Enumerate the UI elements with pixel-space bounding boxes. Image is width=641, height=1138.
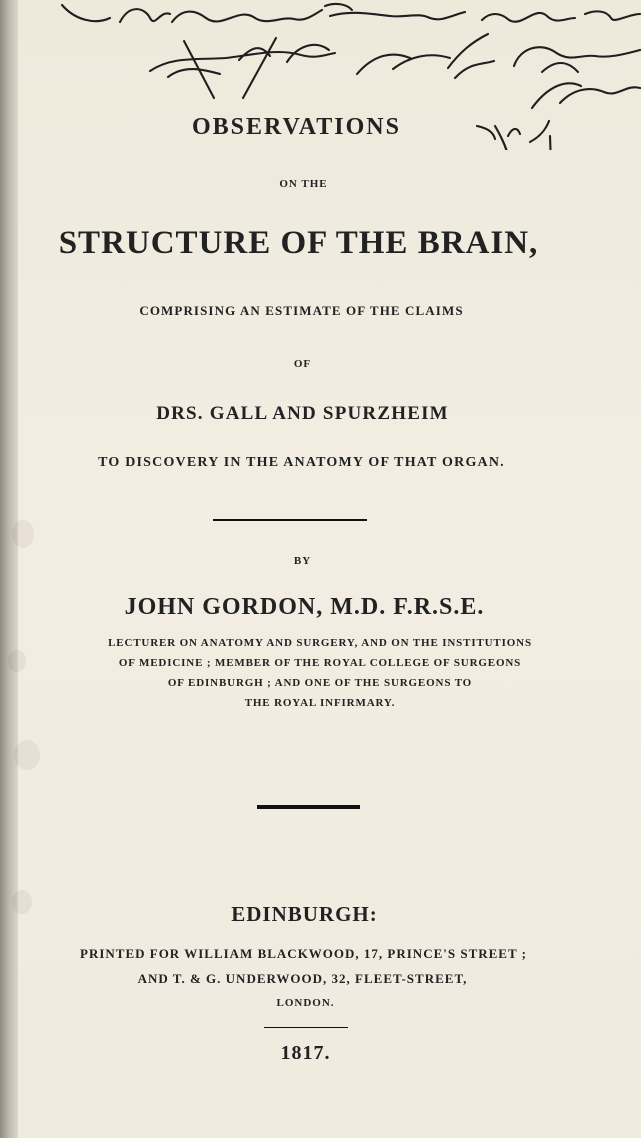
publication-year: 1817. <box>280 1042 331 1064</box>
paper-stain <box>14 740 40 770</box>
thin-rule <box>264 1027 348 1028</box>
title-observations: OBSERVATIONS <box>191 114 401 140</box>
credentials-line: LECTURER ON ANATOMY AND SURGERY, AND ON THE INSTITUTIONS <box>108 637 532 649</box>
subtitle-comprising-line: COMPRISING AN ESTIMATE OF THE CLAIMS <box>139 303 464 318</box>
author-credentials <box>40 633 600 713</box>
paper-stain <box>12 520 34 548</box>
paper-stain <box>8 650 26 672</box>
imprint-printer-line: AND T. & G. UNDERWOOD, 32, FLEET-STREET, <box>137 971 468 986</box>
subtitle-gall-and-spurzheim: DRS. GALL AND SPURZHEIM <box>156 403 449 424</box>
credentials-line: OF EDINBURGH ; AND ONE OF THE SURGEONS TO <box>167 677 473 690</box>
imprint-printer-line: PRINTED FOR WILLIAM BLACKWOOD, 17, PRINCE'S STREET ; <box>80 946 527 961</box>
author-name: JOHN GORDON, M.D. F.R.S.E. <box>124 594 485 620</box>
credentials-line: THE ROYAL INFIRMARY. <box>244 697 396 710</box>
credentials-line: OF MEDICINE ; MEMBER OF THE ROYAL COLLEGE OF SURGEONS <box>118 657 522 670</box>
title-on-the: ON THE <box>279 178 328 190</box>
divider-rule <box>213 519 367 521</box>
subtitle-of: OF <box>293 358 312 370</box>
double-rule <box>257 805 360 809</box>
title-structure-of-the-brain: STRUCTURE OF THE BRAIN, <box>58 225 539 261</box>
imprint-city-line: LONDON. <box>276 997 335 1009</box>
imprint-city: EDINBURGH: <box>231 902 378 926</box>
by-label: BY <box>293 555 312 567</box>
page-edge <box>0 0 18 1138</box>
subtitle-discovery-line: TO DISCOVERY IN THE ANATOMY OF THAT ORGAN. <box>98 455 505 470</box>
